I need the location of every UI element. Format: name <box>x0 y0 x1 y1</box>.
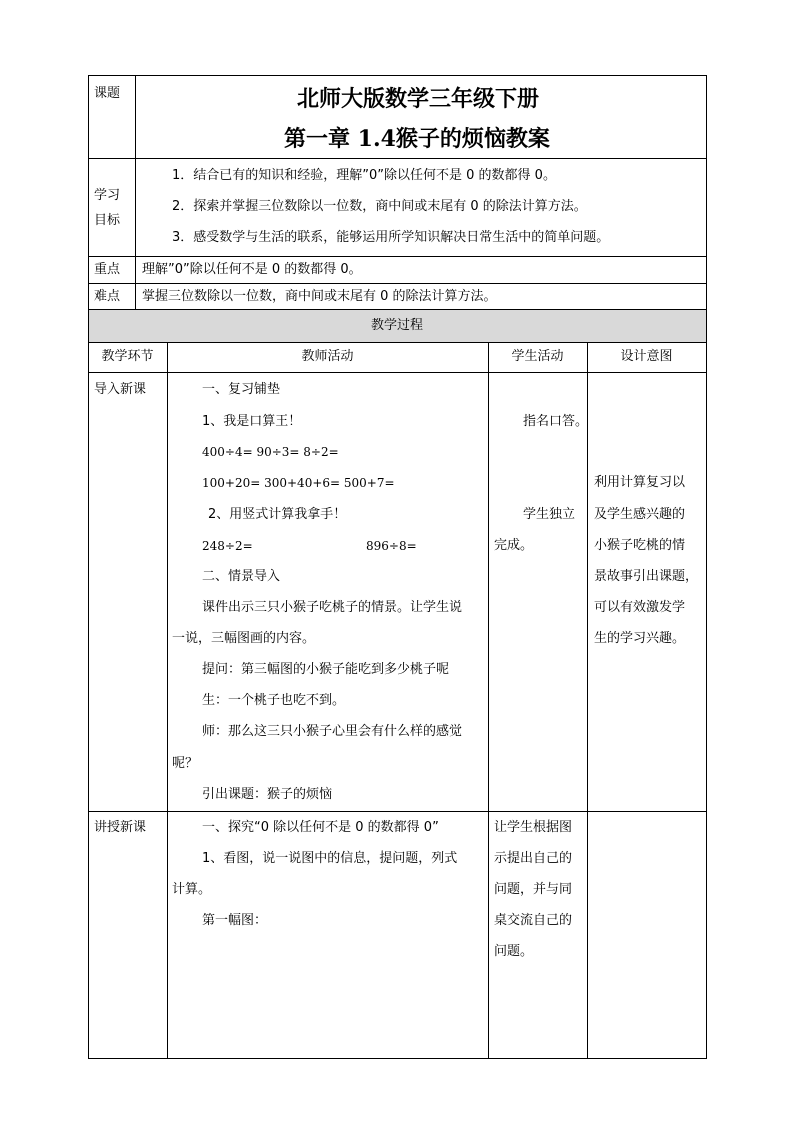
rule <box>587 342 588 1059</box>
intent-text: 利用计算复习以 <box>594 475 686 490</box>
calc-line: 896÷8= <box>366 539 417 553</box>
teacher-step: 1、我是口算王！ <box>202 414 302 429</box>
key-point: 理解”0”除以任何不是 0 的数都得 0。 <box>142 262 362 277</box>
key-label: 重点 <box>94 262 121 277</box>
goal-item: 1．结合已有的知识和经验，理解”0”除以任何不是 0 的数都得 0。 <box>172 168 556 183</box>
student-text: 桌交流自己的 <box>494 913 573 928</box>
col-header-teacher: 教师活动 <box>301 349 354 364</box>
goal-item: 2．探索并掌握三位数除以一位数，商中间或末尾有 0 的除法计算方法。 <box>172 199 587 214</box>
rule <box>706 75 707 1059</box>
rule <box>88 811 707 812</box>
col-header-intent: 设计意图 <box>620 349 673 364</box>
student-text: 问题，并与同 <box>494 882 573 897</box>
goal-label-1: 学习 <box>94 188 121 203</box>
rule <box>488 342 489 1059</box>
rule <box>88 283 707 284</box>
stage-name: 导入新课 <box>94 382 147 397</box>
rule <box>88 75 707 76</box>
teacher-text: 呢？ <box>172 756 199 771</box>
teacher-text: 课件出示三只小猴子吃桃子的情景。让学生说 <box>202 600 463 615</box>
difficult-label: 难点 <box>94 289 121 304</box>
intent-text: 小猴子吃桃的情 <box>594 538 686 553</box>
rule <box>88 342 707 343</box>
rule <box>88 1058 707 1059</box>
teacher-step: 计算。 <box>172 882 212 897</box>
stage-name: 讲授新课 <box>94 820 147 835</box>
rule <box>88 372 707 373</box>
process-banner: 教学过程 <box>370 318 423 333</box>
student-text: 指名口答。 <box>523 414 589 429</box>
student-text: 示提出自己的 <box>494 851 573 866</box>
rule <box>167 342 168 1059</box>
intent-text: 景故事引出课题， <box>594 569 699 584</box>
calc-line: 400÷4= 90÷3= 8÷2= <box>202 445 339 459</box>
difficult-point: 掌握三位数除以一位数，商中间或末尾有 0 的除法计算方法。 <box>142 289 497 304</box>
page-title-line1: 北师大版数学三年级下册 <box>297 86 540 112</box>
rule <box>88 309 707 310</box>
teacher-heading: 一、复习铺垫 <box>202 382 281 397</box>
rule <box>88 75 89 1059</box>
calc-line: 100+20= 300+40+6= 500+7= <box>202 476 395 490</box>
teacher-text: 第一幅图： <box>202 913 268 928</box>
rule <box>135 75 136 310</box>
teacher-text: 引出课题：猴子的烦恼 <box>202 787 333 802</box>
teacher-step: 2、用竖式计算我拿手！ <box>208 507 347 522</box>
intent-text: 可以有效激发学 <box>594 600 686 615</box>
rule <box>88 256 707 257</box>
teacher-heading: 一、探究“0 除以任何不是 0 的数都得 0” <box>202 820 439 835</box>
col-header-stage: 教学环节 <box>101 349 154 364</box>
page-title-line2: 第一章 1.4猴子的烦恼教案 <box>284 126 550 152</box>
rule <box>88 158 707 159</box>
goal-item: 3．感受数学与生活的联系，能够运用所学知识解决日常生活中的简单问题。 <box>172 230 610 245</box>
student-text: 问题。 <box>494 944 534 959</box>
teacher-step: 1、看图，说一说图中的信息，提问题，列式 <box>202 851 458 866</box>
intent-text: 及学生感兴趣的 <box>594 507 686 522</box>
teacher-text: 师：那么这三只小猴子心里会有什么样的感觉 <box>202 724 463 739</box>
calc-line: 248÷2= <box>202 539 253 553</box>
goal-label-2: 目标 <box>94 213 121 228</box>
student-text: 让学生根据图 <box>494 820 573 835</box>
teacher-text: 生：一个桃子也吃不到。 <box>202 693 346 708</box>
student-text: 完成。 <box>494 538 534 553</box>
teacher-heading: 二、情景导入 <box>202 569 281 584</box>
teacher-text: 一说，三幅图画的内容。 <box>172 631 316 646</box>
teacher-text: 提问：第三幅图的小猴子能吃到多少桃子呢 <box>202 662 450 677</box>
intent-text: 生的学习兴趣。 <box>594 631 686 646</box>
student-text: 学生独立 <box>523 507 576 522</box>
col-header-student: 学生活动 <box>511 349 564 364</box>
topic-label: 课题 <box>94 86 121 101</box>
